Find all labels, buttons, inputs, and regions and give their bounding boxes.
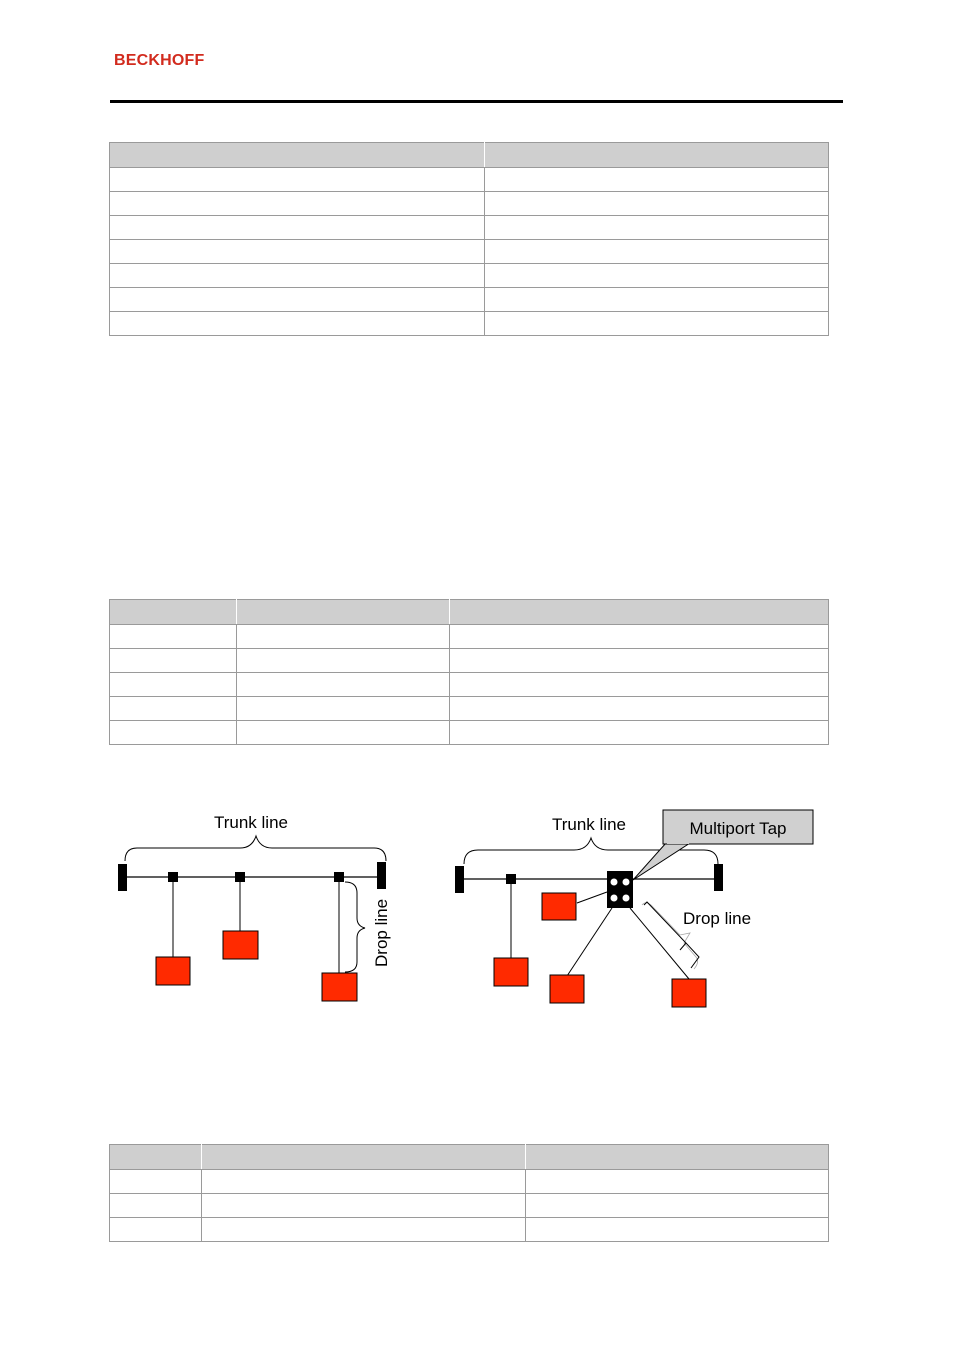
drop-line-label: Drop line: [372, 898, 391, 967]
table-3: [109, 1144, 829, 1242]
header-cell: [110, 1145, 202, 1170]
terminator: [455, 866, 464, 893]
table-cell: [202, 1218, 526, 1242]
terminator: [377, 862, 386, 889]
table-row: [110, 1194, 829, 1218]
drop-line: [630, 908, 689, 979]
table-cell: [202, 1170, 526, 1194]
drop-line-label: Drop line: [683, 909, 752, 928]
header-cell: [526, 1145, 829, 1170]
node: [322, 973, 357, 1001]
tap: [506, 874, 516, 884]
drop-brace: [345, 882, 365, 972]
table-cell: [110, 1170, 202, 1194]
port: [623, 879, 630, 886]
port: [611, 895, 618, 902]
table-cell: [526, 1218, 829, 1242]
table-row: [110, 1218, 829, 1242]
tap: [334, 872, 344, 882]
terminator: [714, 864, 723, 891]
node: [672, 979, 706, 1007]
node: [156, 957, 190, 985]
trunk-line-label: Trunk line: [551, 815, 627, 834]
multiport-tap-icon: [607, 871, 633, 908]
port: [611, 879, 618, 886]
node: [494, 958, 528, 986]
callout-pointer: [633, 843, 690, 880]
terminator: [118, 864, 127, 891]
node: [542, 893, 576, 920]
left-topology: [118, 813, 391, 1001]
tap: [168, 872, 178, 882]
beckhoff-logo: BECKHOFF: [114, 52, 205, 69]
table-row: [110, 1170, 829, 1194]
trunk-line-label: Trunk line: [213, 813, 289, 832]
table-cell: [202, 1194, 526, 1218]
table-cell: [110, 1218, 202, 1242]
table-header-row: [110, 1145, 829, 1170]
table-cell: [526, 1194, 829, 1218]
node: [550, 975, 584, 1003]
table-cell: [526, 1170, 829, 1194]
trunk-brace: [125, 836, 386, 861]
table-cell: [110, 1194, 202, 1218]
tap: [235, 872, 245, 882]
port: [623, 895, 630, 902]
right-topology: [455, 810, 813, 1007]
multiport-tap-label: Multiport Tap: [689, 819, 787, 838]
drop-line: [577, 892, 607, 903]
header-cell: [202, 1145, 526, 1170]
node: [223, 931, 258, 959]
